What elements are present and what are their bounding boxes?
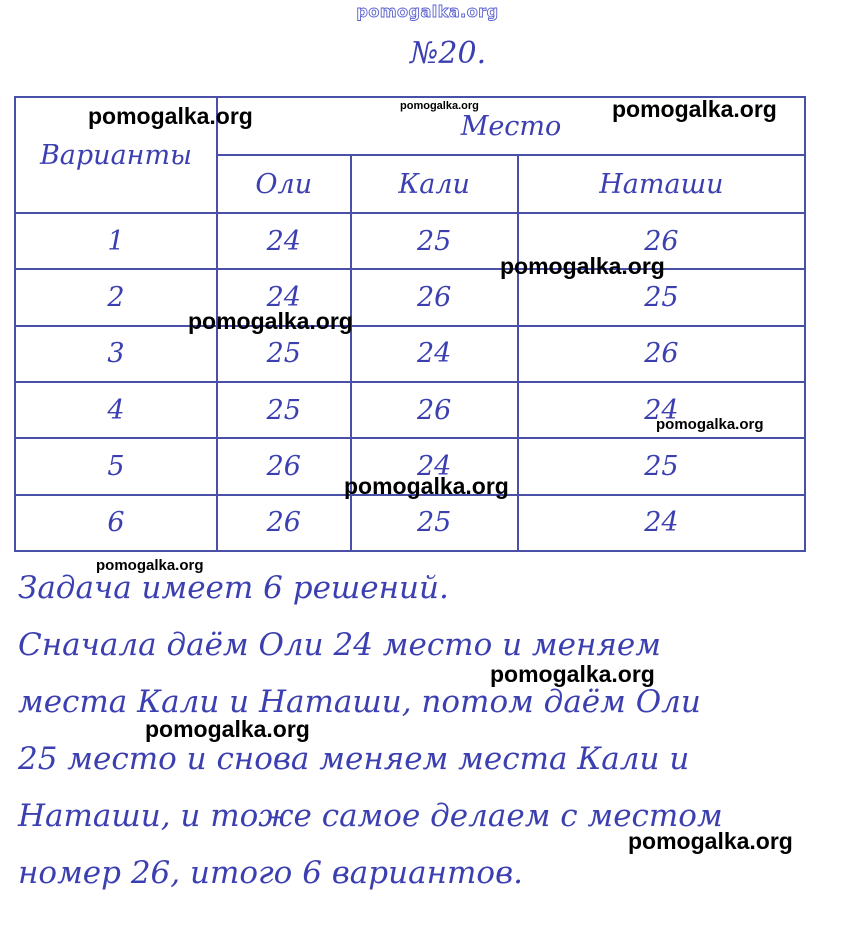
table-cell: 24 [518,495,805,551]
table-cell: 24 [217,213,351,269]
watermark: pomogalka.org [612,96,777,122]
table-row [15,213,805,269]
problem-number: №20. [410,36,487,71]
table-cell: 26 [518,213,805,269]
place-header: Место [217,97,805,155]
variants-header: Варианты [15,97,217,213]
solution-line: Наташи, и тоже самое делаем с местом [18,798,723,834]
variant-number: 4 [15,382,217,438]
watermark: pomogalka.org [500,253,665,279]
solution-line: Сначала даём Оли 24 место и меняем [18,627,661,663]
table-cell: 26 [351,269,518,325]
table-cell: 24 [518,382,805,438]
site-header-logo [0,2,855,21]
watermark: pomogalka.org [344,473,509,499]
table-cell: 25 [217,326,351,382]
variant-number: 1 [15,213,217,269]
variant-number: 5 [15,438,217,494]
table-cell: 25 [217,382,351,438]
table-row [15,269,805,325]
watermark: pomogalka.org [96,557,204,574]
table-cell: 24 [351,438,518,494]
watermark: pomogalka.org [400,100,479,112]
table-cell: 25 [351,213,518,269]
solution-line: Задача имеет 6 решений. [18,570,449,606]
watermark: pomogalka.org [188,308,353,334]
variant-number: 6 [15,495,217,551]
table-row [15,326,805,382]
name-header-kali: Кали [351,155,518,213]
table-row [15,495,805,551]
table-cell: 24 [351,326,518,382]
table-cell: 26 [217,438,351,494]
variant-number: 3 [15,326,217,382]
table-cell: 25 [351,495,518,551]
site-header-text: pomogalka.org [356,2,499,21]
table-cell: 25 [518,269,805,325]
variant-number: 2 [15,269,217,325]
name-header-natashi: Наташи [518,155,805,213]
watermark: pomogalka.org [490,661,655,687]
watermark: pomogalka.org [145,716,310,742]
watermark: pomogalka.org [628,828,793,854]
table-cell: 24 [217,269,351,325]
table-cell: 26 [518,326,805,382]
name-header-oli: Оли [217,155,351,213]
watermark: pomogalka.org [88,103,253,129]
solution-line: 25 место и снова меняем места Кали и [18,741,690,777]
watermark: pomogalka.org [656,416,764,433]
table-cell: 26 [217,495,351,551]
table-cell: 26 [351,382,518,438]
solution-line: номер 26, итого 6 вариантов. [18,855,523,891]
table-cell: 25 [518,438,805,494]
solution-line: места Кали и Наташи, потом даём Оли [18,684,701,720]
